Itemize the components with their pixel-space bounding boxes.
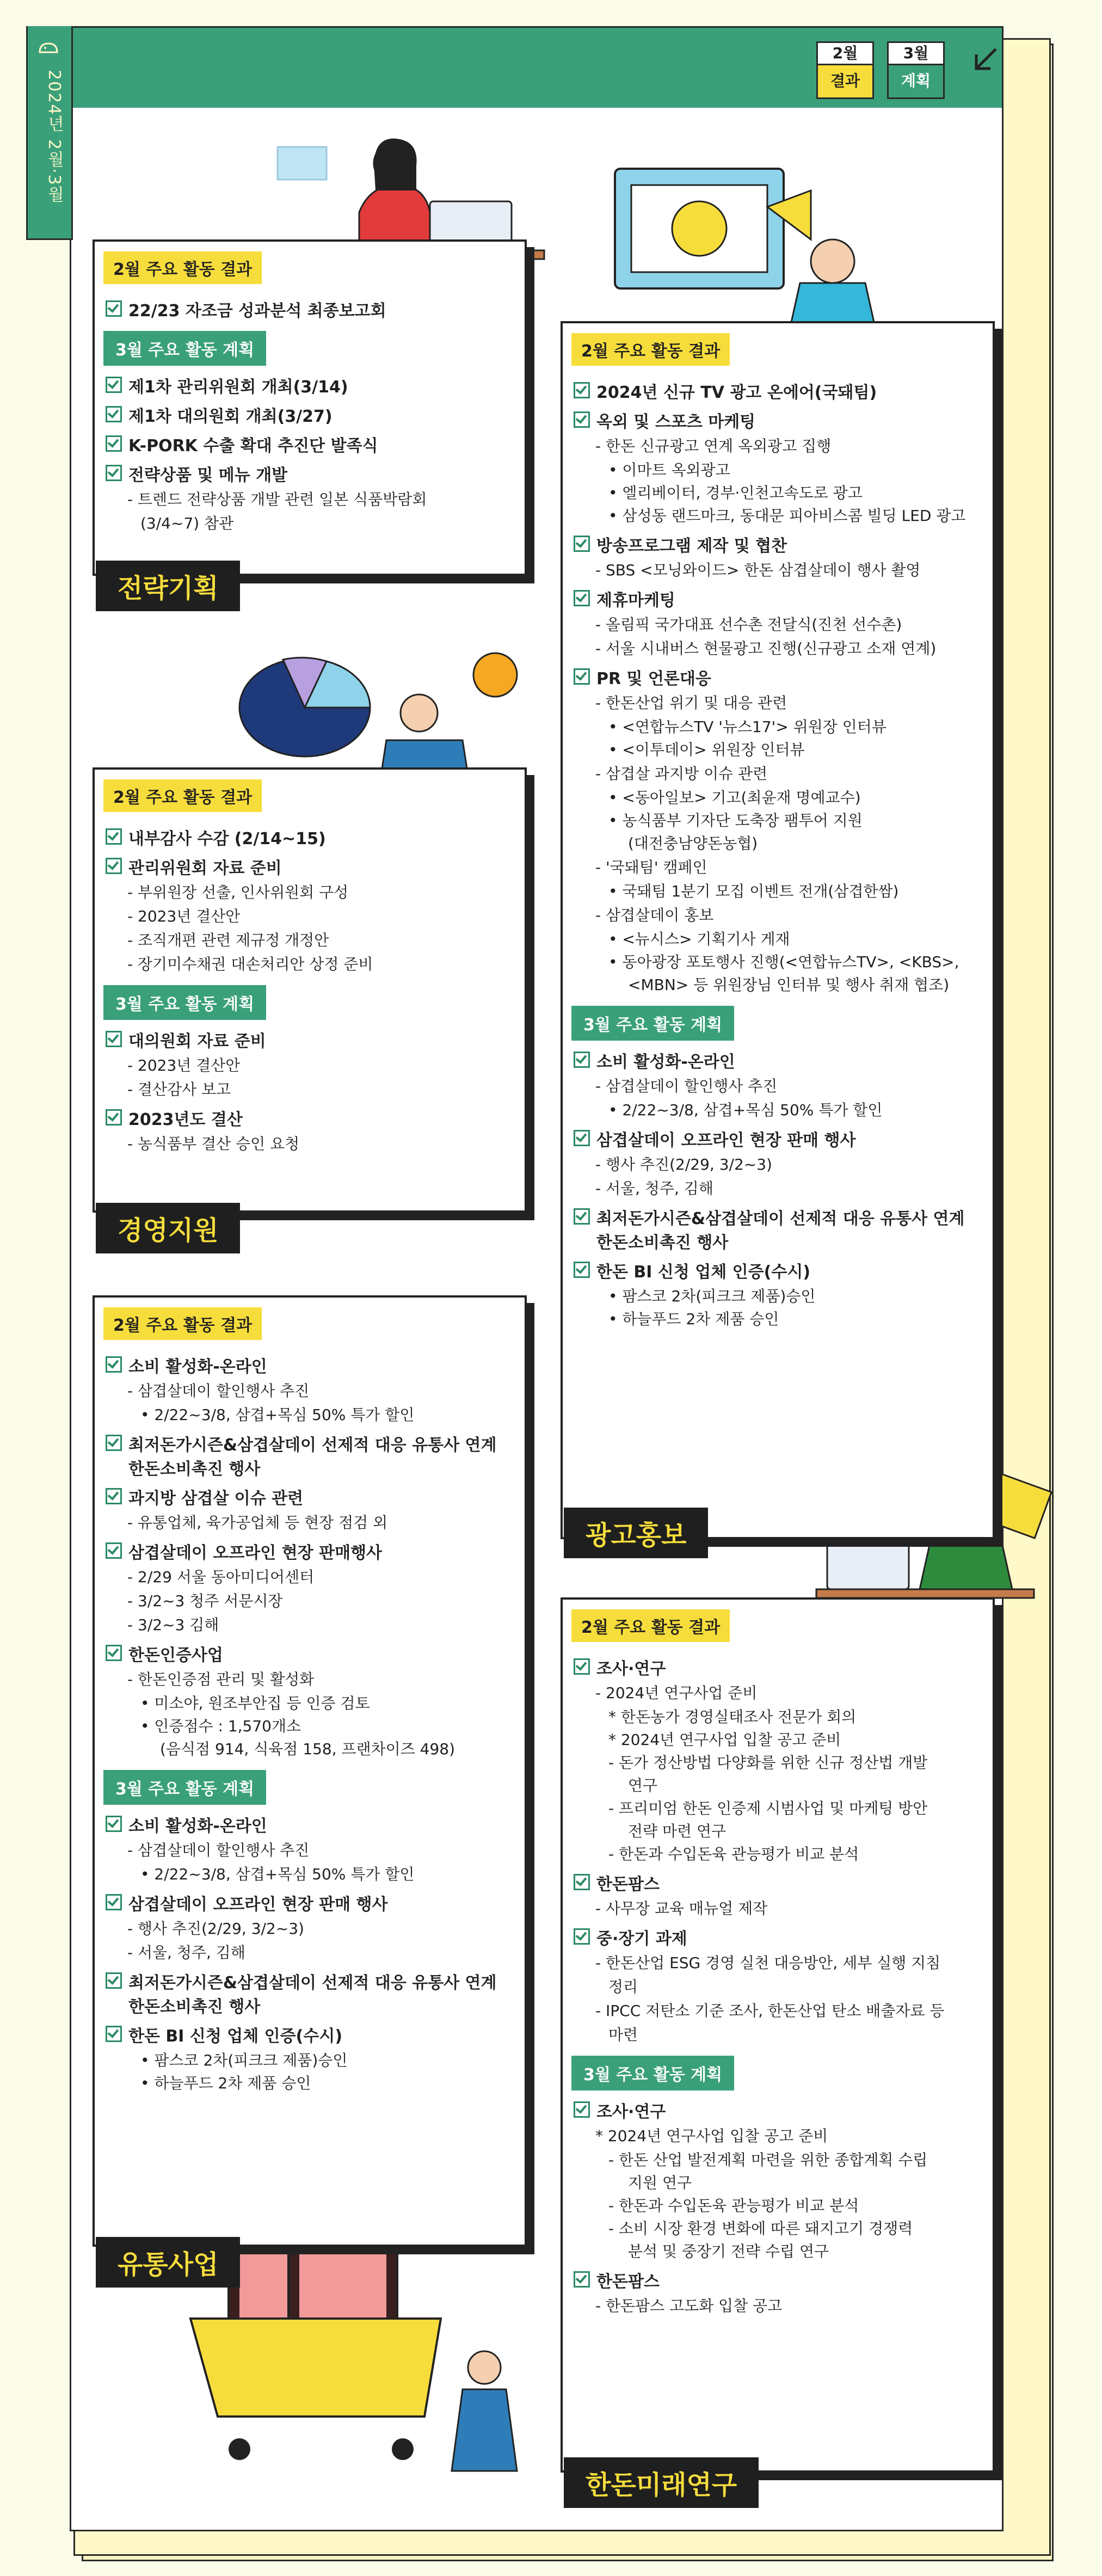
sub-line: * 2024년 연구사업 입찰 공고 준비 xyxy=(595,2127,828,2145)
list-item: 2023년도 결산 xyxy=(106,1106,516,1130)
check-icon xyxy=(106,2026,122,2042)
check-icon xyxy=(574,2101,590,2118)
management-section xyxy=(93,767,527,1213)
sub-line: - 3/2~3 청주 서문시장 xyxy=(127,1592,283,1610)
sub-line: - 돈가 정산방법 다양화를 위한 신규 정산법 개발 xyxy=(608,1754,928,1772)
sub-line: <MBN> 등 위원장님 인터뷰 및 행사 취재 협조) xyxy=(628,976,950,994)
sub-line: * 한돈농가 경영실태조사 전문가 회의 xyxy=(608,1708,857,1726)
sub-line: 연구 xyxy=(628,1776,658,1794)
list-item: 방송프로그램 제작 및 협찬 xyxy=(574,532,984,556)
check-icon xyxy=(574,536,590,552)
result-tag: 2월 주요 활동 결과 xyxy=(103,779,262,812)
arrow-down-left-icon xyxy=(969,44,1001,76)
list-item: 소비 활성화-온라인 xyxy=(106,1812,516,1836)
sub-line: - 장기미수채권 대손처리안 상정 준비 xyxy=(127,955,373,973)
sub-line: - 한돈팜스 고도화 입찰 공고 xyxy=(595,2297,783,2315)
check-icon xyxy=(106,465,122,481)
list-item: 조사·연구 xyxy=(574,1655,984,1679)
check-icon xyxy=(106,1109,122,1126)
sub-line: - 3/2~3 김해 xyxy=(127,1616,219,1634)
sub-line: • 엘리베이터, 경부·인천고속도로 광고 xyxy=(608,484,863,502)
sub-line: - IPCC 저탄소 기준 조사, 한돈산업 탄소 배출자료 등 xyxy=(595,2002,945,2020)
result-tag: 2월 주요 활동 결과 xyxy=(571,333,730,366)
strategy-label: 전략기획 xyxy=(96,561,240,611)
list-item: 과지방 삼겹살 이슈 관련 xyxy=(106,1485,516,1509)
sub-line: - 한돈산업 ESG 경영 실천 대응방안, 세부 실행 지침 xyxy=(595,1954,941,1972)
sub-line: - 조직개편 관련 제규정 개정안 xyxy=(127,931,329,949)
sub-line: • 하늘푸드 2차 제품 승인 xyxy=(140,2074,311,2092)
check-icon xyxy=(106,300,122,317)
check-icon xyxy=(106,1488,122,1504)
check-icon xyxy=(106,1972,122,1989)
tv-ad-illustration xyxy=(604,158,887,332)
sub-line: - '국돼팀' 캠페인 xyxy=(595,858,707,876)
sub-line: • 국돼팀 1분기 모집 이벤트 전개(삼겹한쌈) xyxy=(608,882,899,900)
sub-line: - 한돈 신규광고 연계 옥외광고 집행 xyxy=(595,437,832,455)
check-icon xyxy=(574,1928,590,1945)
check-icon xyxy=(106,1894,122,1910)
plan-tag: 3월 주요 활동 계획 xyxy=(103,331,266,366)
sub-line: (음식점 914, 식육점 158, 프랜차이즈 498) xyxy=(160,1740,455,1758)
research-label: 한돈미래연구 xyxy=(564,2457,759,2508)
list-item: 삼겹살데이 오프라인 현장 판매 행사 xyxy=(106,1891,516,1915)
sub-line: (대전충남양돈농협) xyxy=(628,834,758,852)
sub-line: • <동아일보> 기고(최윤재 명예교수) xyxy=(608,789,861,807)
check-icon xyxy=(106,1031,122,1047)
sub-line: * 2024년 연구사업 입찰 공고 준비 xyxy=(608,1731,841,1749)
sub-line: • <뉴시스> 기획기사 게재 xyxy=(608,930,790,948)
sub-line: • 미소야, 원조부안집 등 인증 검토 xyxy=(140,1694,370,1712)
list-item: PR 및 언론대응 xyxy=(574,665,984,689)
list-item: 한돈 BI 신청 업체 인증(수시) xyxy=(106,2022,516,2046)
check-icon xyxy=(574,590,590,606)
sub-line: 정리 xyxy=(608,1978,638,1996)
sub-line: - 한돈과 수입돈육 관능평가 비교 분석 xyxy=(608,2197,859,2215)
sub-line: - 행사 추진(2/29, 3/2~3) xyxy=(127,1920,304,1938)
nav-month: 3월 xyxy=(889,43,943,65)
list-item: 삼겹살데이 오프라인 현장 판매행사 xyxy=(106,1539,516,1563)
list-item: 전략상품 및 메뉴 개발 xyxy=(106,462,516,485)
list-item: 소비 활성화-온라인 xyxy=(106,1353,516,1377)
result-tag: 2월 주요 활동 결과 xyxy=(571,1609,730,1642)
list-item: K-PORK 수출 확대 추진단 발족식 xyxy=(106,432,516,456)
check-icon xyxy=(574,1658,590,1675)
sub-line: - 한돈 산업 발전계획 마련을 위한 종합계획 수립 xyxy=(608,2151,928,2169)
check-icon xyxy=(106,1816,122,1832)
list-item: 대의원회 자료 준비 xyxy=(106,1028,516,1052)
check-icon xyxy=(106,406,122,422)
check-icon xyxy=(574,2271,590,2288)
plan-tag: 3월 주요 활동 계획 xyxy=(571,2056,734,2091)
sub-line: - 한돈산업 위기 및 대응 관련 xyxy=(595,694,787,712)
result-tag: 2월 주요 활동 결과 xyxy=(103,251,262,284)
sub-line: - 2/29 서울 동아미디어센터 xyxy=(127,1568,315,1586)
check-icon xyxy=(106,1542,122,1559)
sub-line: - 한돈과 수입돈육 관능평가 비교 분석 xyxy=(608,1845,859,1863)
check-icon xyxy=(106,435,122,452)
sub-line: 마련 xyxy=(608,2026,638,2044)
list-item: 최저돈가시즌&삼겹살데이 선제적 대응 유통사 연계 한돈소비촉진 행사 xyxy=(106,1431,516,1479)
nav-sub: 결과 xyxy=(830,72,860,90)
distribution-section xyxy=(93,1295,527,2247)
check-icon xyxy=(574,411,590,428)
sub-line: - 삼겹살데이 홍보 xyxy=(595,906,714,924)
strategy-section xyxy=(93,239,527,576)
check-icon xyxy=(106,377,122,393)
sub-line: - 삼겹살데이 할인행사 추진 xyxy=(127,1382,310,1400)
plan-tag: 3월 주요 활동 계획 xyxy=(103,985,266,1020)
sub-line: • 삼성동 랜드마크, 동대문 피아비스콤 빌딩 LED 광고 xyxy=(608,507,966,525)
check-icon xyxy=(106,1435,122,1451)
promotion-label: 광고홍보 xyxy=(564,1508,708,1558)
list-item: 22/23 자조금 성과분석 최종보고회 xyxy=(106,297,516,321)
sub-line: • 팜스코 2차(피크크 제품)승인 xyxy=(140,2051,348,2069)
sub-line: - 서울 시내버스 현물광고 진행(신규광고 소재 연계) xyxy=(595,640,937,657)
list-item: 제휴마케팅 xyxy=(574,587,984,611)
check-icon xyxy=(574,668,590,685)
nav-february-results[interactable] xyxy=(816,41,874,99)
sub-line: 지원 연구 xyxy=(628,2174,692,2192)
sub-line: - SBS <모닝와이드> 한돈 삼겹살데이 행사 촬영 xyxy=(595,561,921,579)
sub-line: - 사무장 교육 매뉴얼 제작 xyxy=(595,1899,768,1917)
sub-line: - 결산감사 보고 xyxy=(127,1080,231,1098)
nav-month: 2월 xyxy=(818,43,872,65)
sub-line: - 행사 추진(2/29, 3/2~3) xyxy=(595,1155,772,1173)
list-item: 소비 활성화-온라인 xyxy=(574,1048,984,1072)
sub-line: - 삼겹살데이 할인행사 추진 xyxy=(127,1841,310,1859)
plan-tag: 3월 주요 활동 계획 xyxy=(103,1770,266,1805)
list-item: 한돈 BI 신청 업체 인증(수시) xyxy=(574,1258,984,1282)
sub-line: (3/4~7) 참관 xyxy=(140,514,234,532)
list-item: 한돈팜스 xyxy=(574,1871,984,1895)
nav-march-plan[interactable] xyxy=(887,41,945,99)
sub-line: • 동아광장 포토행사 진행(<연합뉴스TV>, <KBS>, xyxy=(608,953,959,971)
check-icon xyxy=(106,858,122,874)
list-item: 한돈팜스 xyxy=(574,2268,984,2292)
sub-line: • <이투데이> 위원장 인터뷰 xyxy=(608,741,805,759)
nav-sub: 계획 xyxy=(901,72,931,90)
list-item: 관리위원회 자료 준비 xyxy=(106,854,516,878)
list-item: 제1차 관리위원회 개최(3/14) xyxy=(106,373,516,397)
list-item: 제1차 대의원회 개최(3/27) xyxy=(106,403,516,427)
list-item: 최저돈가시즌&삼겹살데이 선제적 대응 유통사 연계 한돈소비촉진 행사 xyxy=(106,1969,516,2017)
research-section xyxy=(561,1597,995,2473)
sub-line: - 부위원장 선출, 인사위원회 구성 xyxy=(127,883,349,901)
check-icon xyxy=(574,1130,590,1146)
sub-line: - 유통업체, 육가공업체 등 현장 점검 외 xyxy=(127,1514,388,1532)
list-item: 내부감사 수감 (2/14~15) xyxy=(106,825,516,849)
plan-tag: 3월 주요 활동 계획 xyxy=(571,1006,734,1041)
sub-line: 분석 및 중장기 전략 수립 연구 xyxy=(628,2242,829,2260)
pig-logo-icon xyxy=(38,37,59,59)
list-item: 중·장기 과제 xyxy=(574,1925,984,1949)
result-tag: 2월 주요 활동 결과 xyxy=(103,1307,262,1340)
list-item: 옥외 및 스포츠 마케팅 xyxy=(574,408,984,432)
check-icon xyxy=(106,1356,122,1373)
sub-line: - 서울, 청주, 김해 xyxy=(127,1944,245,1962)
check-icon xyxy=(106,828,122,845)
sub-line: • 이마트 옥외광고 xyxy=(608,461,730,479)
sub-line: • 인증점수 : 1,570개소 xyxy=(140,1717,301,1735)
check-icon xyxy=(106,1645,122,1661)
sub-line: - 삼겹살 과지방 이슈 관련 xyxy=(595,765,768,783)
sub-line: - 트렌드 전략상품 개발 관련 일본 식품박람회 xyxy=(127,490,427,508)
check-icon xyxy=(574,1052,590,1068)
sub-line: 전략 마련 연구 xyxy=(628,1822,727,1840)
list-item: 한돈인증사업 xyxy=(106,1641,516,1665)
check-icon xyxy=(574,1262,590,1278)
sub-line: - 2023년 결산안 xyxy=(127,907,241,925)
sub-line: - 2023년 결산안 xyxy=(127,1056,241,1074)
sub-line: • 2/22~3/8, 삼겹+목심 50% 특가 할인 xyxy=(608,1101,883,1119)
sub-line: - 삼겹살데이 할인행사 추진 xyxy=(595,1077,778,1095)
side-tab xyxy=(26,26,73,240)
check-icon xyxy=(574,1874,590,1890)
list-item: 삼겹살데이 오프라인 현장 판매 행사 xyxy=(574,1127,984,1151)
sub-line: • 2/22~3/8, 삼겹+목심 50% 특가 할인 xyxy=(140,1865,415,1883)
list-item: 조사·연구 xyxy=(574,2098,984,2122)
sub-line: - 농식품부 결산 승인 요청 xyxy=(127,1135,300,1153)
sub-line: • <연합뉴스TV '뉴스17'> 위원장 인터뷰 xyxy=(608,718,886,736)
side-date-label: 2024년 2월·3월 xyxy=(45,70,64,204)
sub-line: - 소비 시장 환경 변화에 따른 돼지고기 경쟁력 xyxy=(608,2220,913,2237)
sub-line: - 서울, 청주, 김해 xyxy=(595,1179,713,1197)
sub-line: - 2024년 연구사업 준비 xyxy=(595,1684,758,1702)
sub-line: • 팜스코 2차(피크크 제품)승인 xyxy=(608,1287,816,1305)
list-item: 2024년 신규 TV 광고 온에어(국돼팀) xyxy=(574,379,984,403)
sub-line: • 2/22~3/8, 삼겹+목심 50% 특가 할인 xyxy=(140,1406,415,1424)
check-icon xyxy=(574,1208,590,1225)
sub-line: - 프리미엄 한돈 인증제 시범사업 및 마케팅 방안 xyxy=(608,1799,928,1817)
sub-line: • 하늘푸드 2차 제품 승인 xyxy=(608,1310,779,1328)
check-icon xyxy=(574,382,590,398)
sub-line: - 올림픽 국가대표 선수촌 전달식(진천 선수촌) xyxy=(595,616,902,634)
management-label: 경영지원 xyxy=(96,1203,240,1253)
promotion-section xyxy=(561,321,995,1539)
sub-line: • 농식품부 기자단 도축장 팸투어 지원 xyxy=(608,811,863,829)
sub-line: - 한돈인증점 관리 및 활성화 xyxy=(127,1670,315,1688)
list-item: 최저돈가시즌&삼겹살데이 선제적 대응 유통사 연계 한돈소비촉진 행사 xyxy=(574,1205,984,1253)
distribution-label: 유통사업 xyxy=(96,2237,240,2288)
